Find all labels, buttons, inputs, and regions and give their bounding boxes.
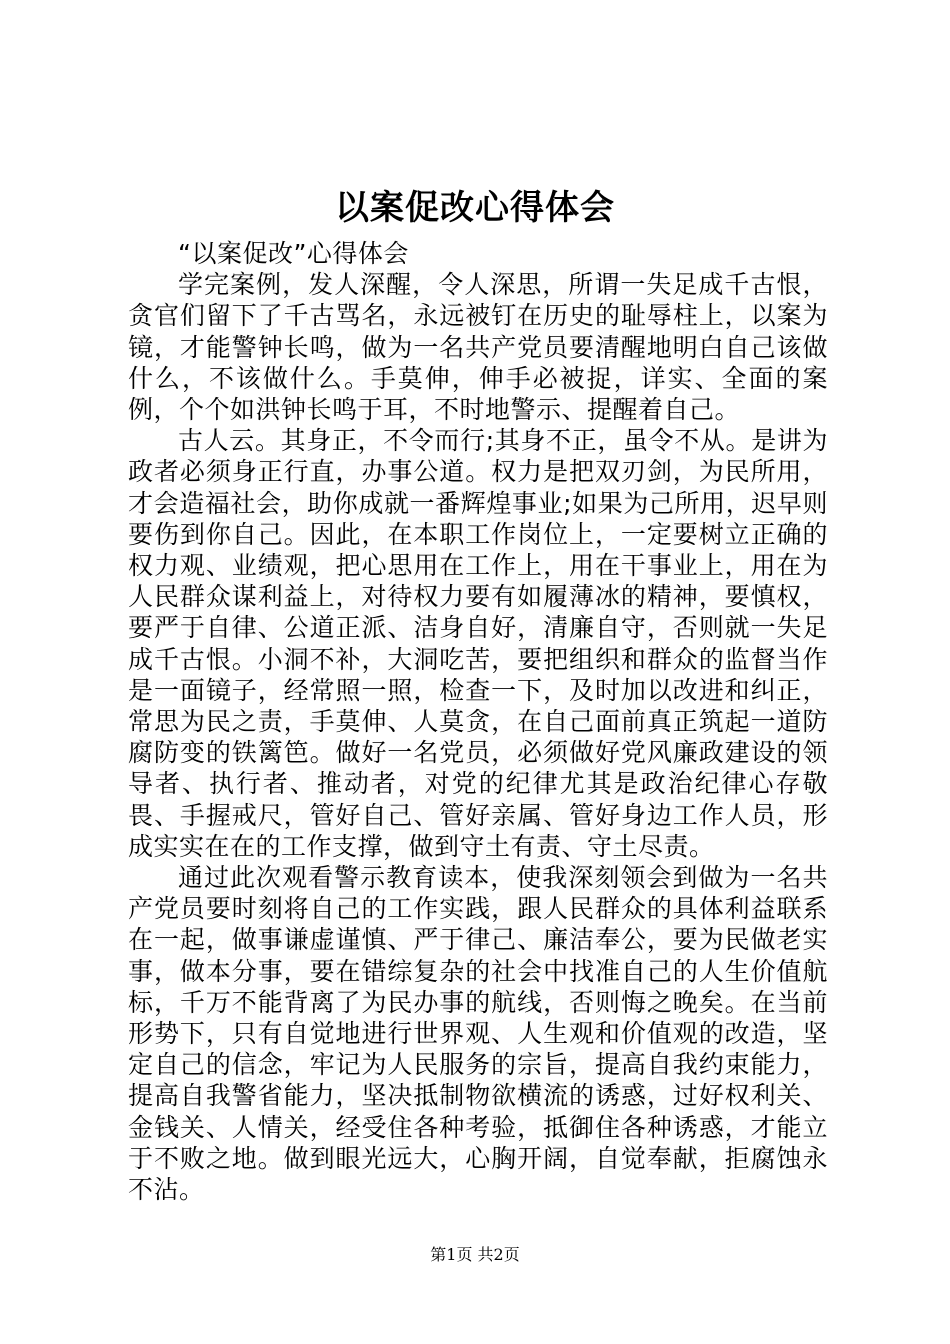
document-title: 以案促改心得体会 <box>335 188 615 228</box>
paragraph-3: 通过此次观看警示教育读本，使我深刻领会到做为一名共产党员要时刻将自己的工作实践，跟人民群众的具体利益联系在一起，做事谦虚谨慎、严于律己、廉洁奉公，要为民做老实事，做本分事，要在错综复杂的社会中找准自己的人生价值航标，千万不能背离了为民办事的航线，否则悔之晚矣。在当前形势下，只有自觉地进行世界观、人生观和价值观的改造，坚定自己的信念，牢记为人民服务的宗旨，提高自我约束能力，提高自我警省能力，坚决抵制物欲横流的诱惑，过好权利关、金钱关、人情关，经受住各种考验，抵御住各种诱惑，才能立于不败之地。做到眼光远大，心胸开阔，自觉奉献，拒腐蚀永不沾。 <box>128 863 828 1205</box>
paragraph-1: 学完案例，发人深醒，令人深思，所谓一失足成千古恨，贪官们留下了千古骂名，永远被钉在历史的耻辱柱上，以案为镜，才能警钟长鸣，做为一名共产党员要清醒地明白自己该做什么，不该做什么。手莫伸，伸手必被捉，详实、全面的案例，个个如洪钟长鸣于耳，不时地警示、提醒着自己。 <box>128 270 828 425</box>
page-number-footer: 第1页 共2页 <box>430 1245 520 1264</box>
paragraph-2: 古人云。其身正，不令而行;其身不正，虽令不从。是讲为政者必须身正行直，办事公道。权力是把双刃剑，为民所用，才会造福社会，助你成就一番辉煌事业;如果为己所用，迟早则要伤到你自己。因此，在本职工作岗位上，一定要树立正确的权力观、业绩观，把心思用在工作上，用在干事业上，用在为人民群众谋利益上，对待权力要有如履薄冰的精神，要慎权，要严于自律、公道正派、洁身自好，清廉自守，否则就一失足成千古恨。小洞不补，大洞吃苦，要把组织和群众的监督当作是一面镜子，经常照一照，检查一下，及时加以改进和纠正，常思为民之责，手莫伸、人莫贪，在自己面前真正筑起一道防腐防变的铁篱笆。做好一名党员，必须做好党风廉政建设的领导者、执行者、推动者，对党的纪律尤其是政治纪律心存敬畏、手握戒尺，管好自己、管好亲属、管好身边工作人员，形成实实在在的工作支撑，做到守土有责、守土尽责。 <box>128 426 828 861</box>
document-subtitle: “以案促改”心得体会 <box>178 239 409 268</box>
document-body <box>128 238 828 1205</box>
